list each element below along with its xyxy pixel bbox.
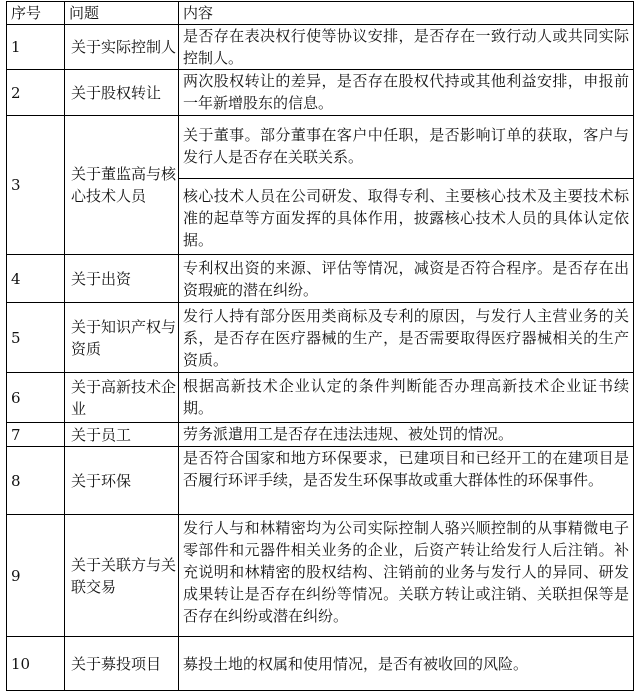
row-seq: 7	[7, 423, 65, 447]
row-issue: 关于环保	[65, 447, 179, 515]
row-issue: 关于募投项目	[65, 637, 179, 691]
row-content: 发行人与和林精密均为公司实际控制人骆兴顺控制的从事精微电子零部件和元器件相关业务的企业，后资产转让给发行人后注销。补充说明和林精密的股权结构、注销前的业务与发行人的异同、研发成果转让是否存在纠纷等情况。关联方转让或注销、关联担保等是否存在纠纷或潜在纠纷。	[179, 515, 634, 637]
row-content: 核心技术人员在公司研发、取得专利、主要核心技术及主要技术标准的起草等方面发挥的具体作用，披露核心技术人员的具体认定依据。	[179, 179, 634, 255]
table-header-row	[7, 2, 634, 25]
row-seq: 4	[7, 255, 65, 303]
row-seq: 6	[7, 373, 65, 423]
row-seq: 2	[7, 70, 65, 116]
table-row	[7, 637, 634, 691]
row-content: 发行人持有部分医用类商标及专利的原因，与发行人主营业务的关系，是否存在医疗器械的生产，是否需要取得医疗器械相关的生产资质。	[179, 303, 634, 373]
row-content: 劳务派遣用工是否存在违法违规、被处罚的情况。	[179, 423, 634, 447]
table-row	[7, 25, 634, 70]
row-content: 关于董事。部分董事在客户中任职，是否影响订单的获取，客户与发行人是否存在关联关系。	[179, 116, 634, 179]
row-content: 是否存在表决权行使等协议安排，是否存在一致行动人或共同实际控制人。	[179, 25, 634, 70]
row-content: 两次股权转让的差异，是否存在股权代持或其他利益安排，申报前一年新增股东的信息。	[179, 70, 634, 116]
table-row	[7, 255, 634, 303]
row-content: 募投土地的权属和使用情况，是否有被收回的风险。	[179, 637, 634, 691]
table-row	[7, 373, 634, 423]
issues-table	[6, 1, 634, 691]
row-issue: 关于员工	[65, 423, 179, 447]
table-row	[7, 423, 634, 447]
row-seq: 5	[7, 303, 65, 373]
row-issue: 关于实际控制人	[65, 25, 179, 70]
row-issue: 关于股权转让	[65, 70, 179, 116]
header-seq: 序号	[7, 2, 65, 25]
table-row	[7, 116, 634, 179]
header-content: 内容	[179, 2, 634, 25]
row-content: 根据高新技术企业认定的条件判断能否办理高新技术企业证书续期。	[179, 373, 634, 423]
row-seq: 10	[7, 637, 65, 691]
row-issue: 关于高新技术企业	[65, 373, 179, 423]
row-seq: 3	[7, 116, 65, 255]
table-row	[7, 447, 634, 515]
header-issue: 问题	[65, 2, 179, 25]
row-issue: 关于董监高与核心技术人员	[65, 116, 179, 255]
row-content: 专利权出资的来源、评估等情况，减资是否符合程序。是否存在出资瑕疵的潜在纠纷。	[179, 255, 634, 303]
row-issue: 关于知识产权与资质	[65, 303, 179, 373]
row-seq: 8	[7, 447, 65, 515]
table-row	[7, 303, 634, 373]
row-seq: 9	[7, 515, 65, 637]
table-row	[7, 515, 634, 637]
row-content: 是否符合国家和地方环保要求，已建项目和已经开工的在建项目是否履行环评手续，是否发生环保事故或重大群体性的环保事件。	[179, 447, 634, 515]
row-seq: 1	[7, 25, 65, 70]
table-row	[7, 70, 634, 116]
row-issue: 关于出资	[65, 255, 179, 303]
row-issue: 关于关联方与关联交易	[65, 515, 179, 637]
